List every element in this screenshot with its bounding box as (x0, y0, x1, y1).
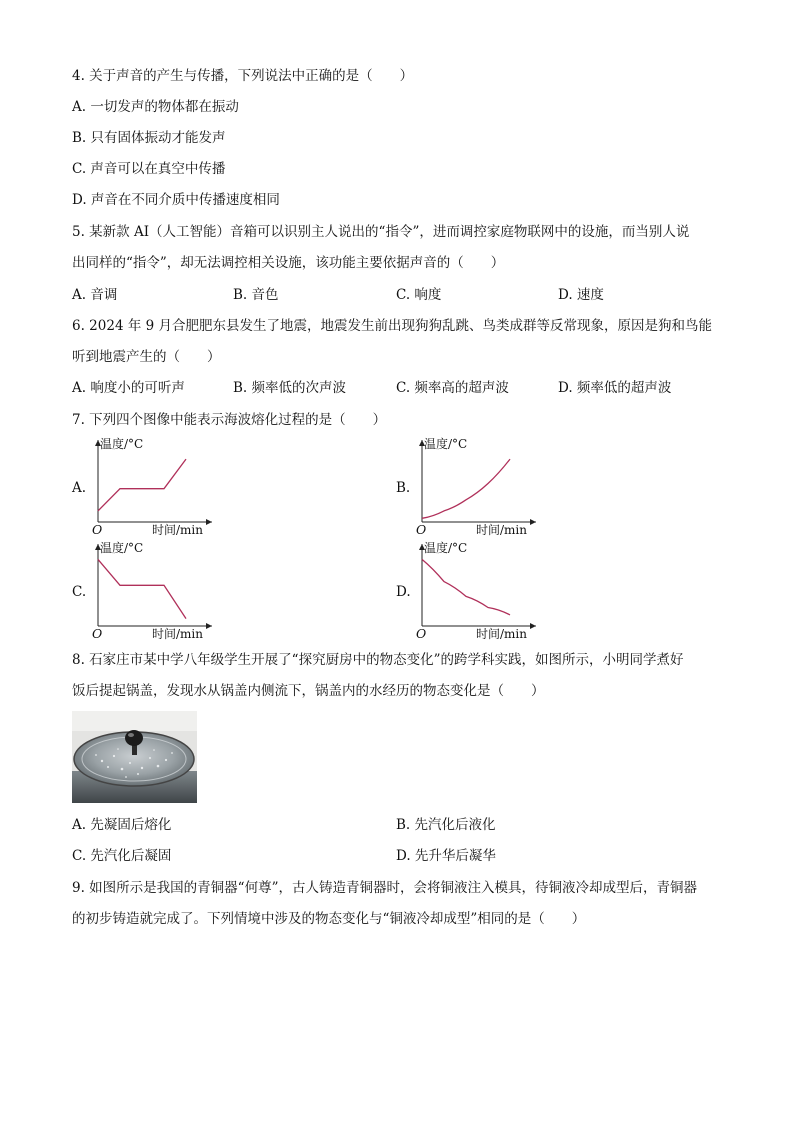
q5-option-c: C. 响度 (396, 287, 442, 303)
question-6-stem-line2: 听到地震产生的（ ） (72, 349, 221, 365)
q5-option-b: B. 音色 (233, 287, 279, 303)
question-7-stem: 7. 下列四个图像中能表示海波熔化过程的是（ ） (72, 412, 387, 428)
x-axis-arrow (530, 623, 536, 629)
x-axis-label: 时间/min (152, 523, 203, 537)
question-6-stem-line1: 6. 2024 年 9 月合肥肥东县发生了地震，地震发生前出现狗狗乱跳、鸟类成群等反常现象，原因是狗和鸟能 (72, 318, 712, 334)
x-axis-label: 时间/min (152, 627, 203, 641)
q4-option-a: A. 一切发声的物体都在振动 (72, 99, 239, 115)
q8-option-b: B. 先汽化后液化 (396, 817, 496, 833)
graph-b-label: B. (396, 480, 411, 496)
x-axis-label: 时间/min (476, 523, 527, 537)
curve (98, 459, 186, 511)
q6-option-d: D. 频率低的超声波 (558, 380, 672, 396)
q4-option-d: D. 声音在不同介质中传播速度相同 (72, 192, 280, 208)
q5-option-d: D. 速度 (558, 287, 604, 303)
question-5-stem-line1: 5. 某新款 AI（人工智能）音箱可以识别主人说出的“指令”，进而调控家庭物联网中的设施，而当别人说 (72, 224, 690, 240)
q6-option-c: C. 频率高的超声波 (396, 380, 509, 396)
graph-c (90, 538, 215, 644)
q5-option-a: A. 音调 (72, 287, 118, 303)
curve (422, 559, 510, 615)
q4-option-b: B. 只有固体振动才能发声 (72, 130, 226, 146)
q4-option-c: C. 声音可以在真空中传播 (72, 161, 226, 177)
q8-option-c: C. 先汽化后凝固 (72, 848, 172, 864)
x-axis-arrow (206, 623, 212, 629)
question-5-stem-line2: 出同样的“指令”，却无法调控相关设施，该功能主要依据声音的（ ） (72, 255, 505, 271)
question-4-stem: 4. 关于声音的产生与传播，下列说法中正确的是（ ） (72, 68, 414, 84)
question-8-stem-line1: 8. 石家庄市某中学八年级学生开展了“探究厨房中的物态变化”的跨学科实践，如图所示，小明同学煮好 (72, 652, 684, 668)
x-axis-arrow (206, 519, 212, 525)
q6-option-a: A. 响度小的可听声 (72, 380, 185, 396)
question-8-stem-line2: 饭后提起锅盖，发现水从锅盖内侧流下，锅盖内的水经历的物态变化是（ ） (72, 683, 545, 699)
curve (422, 459, 510, 518)
x-axis-arrow (530, 519, 536, 525)
q8-option-a: A. 先凝固后熔化 (72, 817, 172, 833)
y-axis-label: 温度/°C (100, 437, 144, 451)
question-9-stem-line1: 9. 如图所示是我国的青铜器“何尊”，古人铸造青铜器时，会将铜液注入模具，待铜液冷却成型后，青铜器 (72, 880, 697, 896)
origin-label: O (92, 522, 103, 537)
q8-option-d: D. 先升华后凝华 (396, 848, 496, 864)
q6-option-b: B. 频率低的次声波 (233, 380, 347, 396)
origin-label: O (92, 626, 103, 641)
graph-d-label: D. (396, 584, 411, 600)
y-axis-label: 温度/°C (424, 541, 468, 555)
origin-label: O (416, 522, 427, 537)
question-9-stem-line2: 的初步铸造就完成了。下列情境中涉及的物态变化与“铜液冷却成型”相同的是（ ） (72, 911, 586, 927)
graph-a (90, 434, 215, 540)
curve (98, 559, 186, 618)
graph-c-label: C. (72, 584, 87, 600)
origin-label: O (416, 626, 427, 641)
x-axis-label: 时间/min (476, 627, 527, 641)
y-axis-label: 温度/°C (100, 541, 144, 555)
graph-b (414, 434, 539, 540)
pot-lid-photo (72, 711, 197, 803)
graph-d (414, 538, 539, 644)
y-axis-label: 温度/°C (424, 437, 468, 451)
graph-a-label: A. (72, 480, 87, 496)
